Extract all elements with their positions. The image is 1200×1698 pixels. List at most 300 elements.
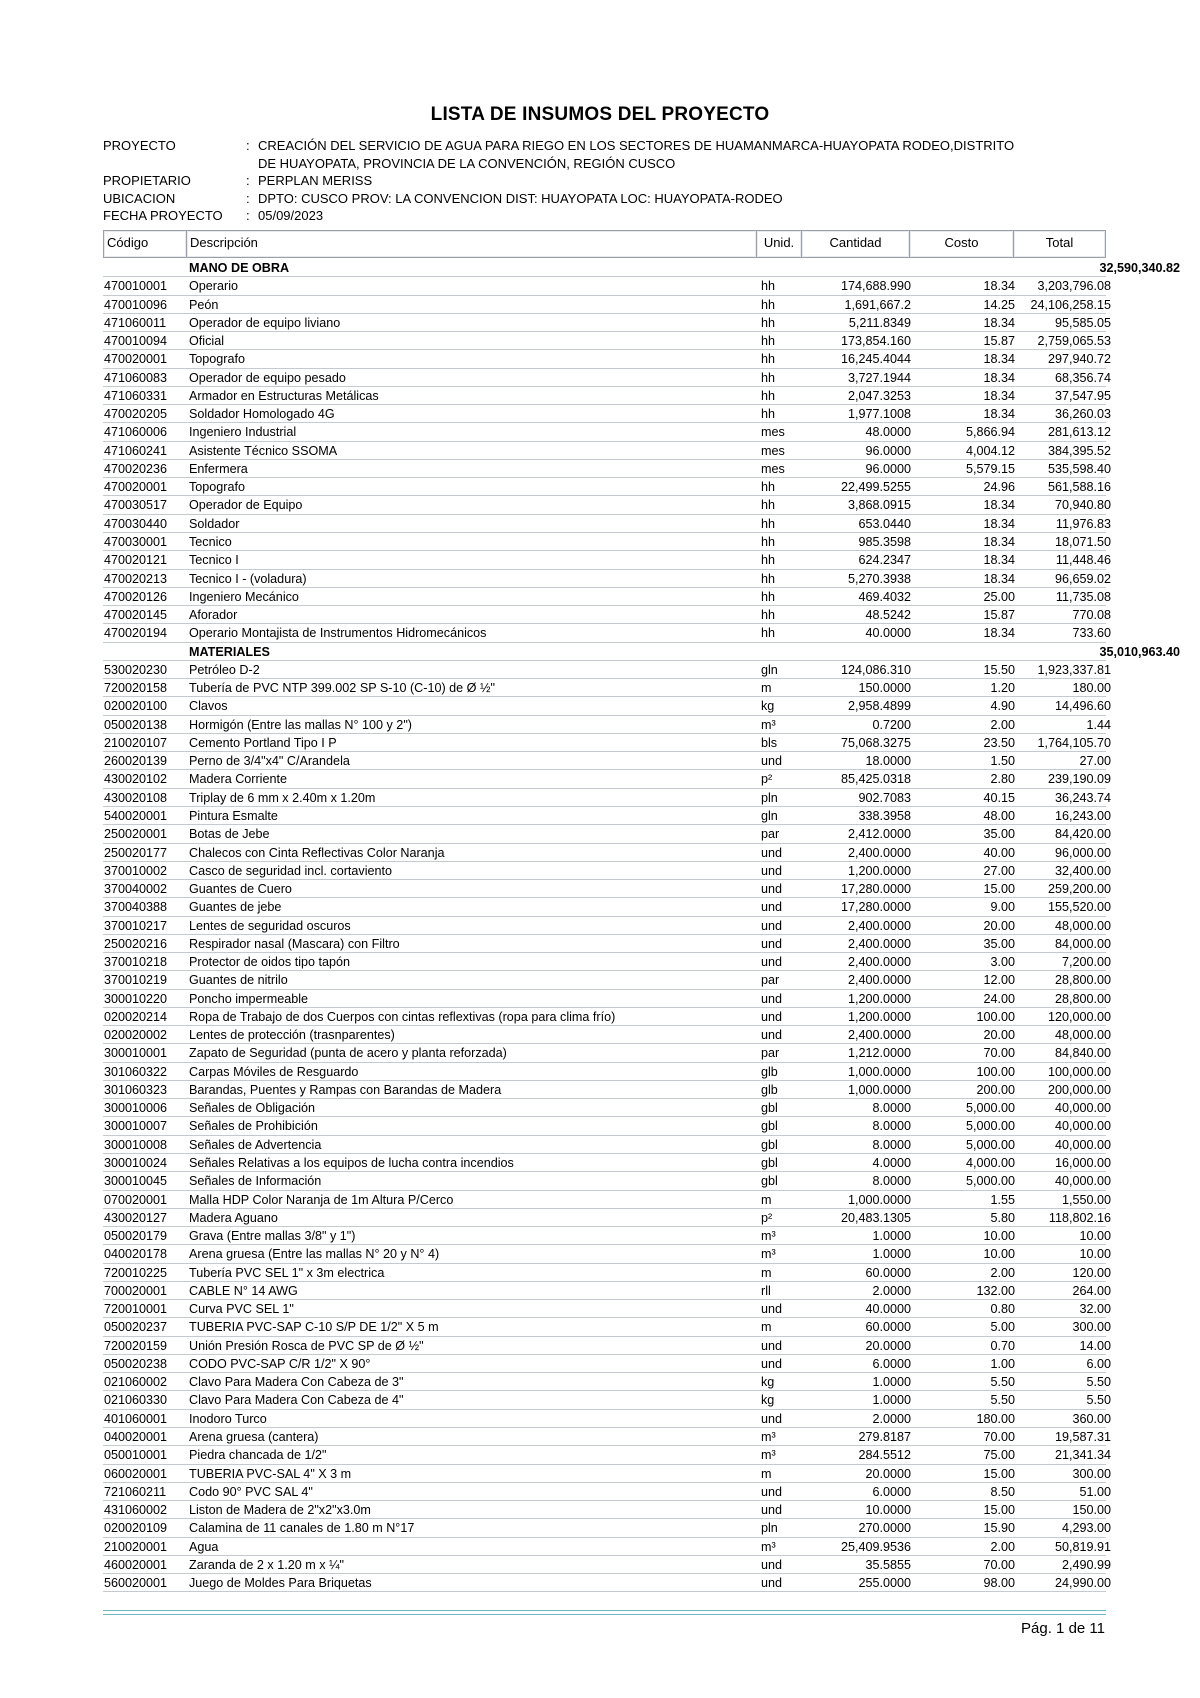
item-total: 84,840.00	[1054, 1046, 1111, 1061]
item-code: 720010001	[104, 1302, 168, 1317]
item-cost: 27.00	[983, 863, 1015, 878]
item-unit: und	[761, 1576, 783, 1591]
table-row	[103, 1191, 1111, 1209]
item-cost: 12.00	[983, 973, 1015, 988]
item-unit: und	[761, 900, 783, 915]
item-cost: 10.00	[983, 1247, 1015, 1262]
table-row	[103, 716, 1111, 734]
item-quantity: 1.0000	[872, 1247, 911, 1262]
item-cost: 2.80	[990, 772, 1015, 787]
item-total: 150.00	[1072, 1503, 1111, 1518]
item-description: Piedra chancada de 1/2"	[189, 1448, 327, 1463]
item-code: 020020109	[104, 1521, 168, 1536]
table-header	[103, 230, 1106, 259]
item-description: Arena gruesa (Entre las mallas N° 20 y N° 4)	[189, 1247, 440, 1262]
item-unit: hh	[761, 388, 776, 403]
item-description: Clavo Para Madera Con Cabeza de 4"	[189, 1393, 404, 1408]
item-description: Operador de equipo liviano	[189, 315, 341, 330]
item-unit: und	[761, 991, 783, 1006]
table-row	[103, 551, 1111, 569]
table-row	[103, 679, 1111, 697]
item-code: 020020214	[104, 1009, 168, 1024]
item-code: 460020001	[104, 1557, 168, 1572]
item-cost: 18.34	[983, 279, 1015, 294]
item-description: Señales de Advertencia	[189, 1137, 322, 1152]
table-row	[103, 917, 1111, 935]
project-info-separator: :	[246, 173, 250, 188]
table-row	[103, 350, 1111, 368]
table-row	[103, 1264, 1111, 1282]
item-total: 180.00	[1072, 681, 1111, 696]
section-row	[103, 259, 1180, 277]
item-total: 32.00	[1079, 1302, 1111, 1317]
column-header-code: Código	[103, 230, 186, 258]
item-code: 370040388	[104, 900, 168, 915]
item-code: 300010008	[104, 1137, 168, 1152]
item-cost: 18.34	[983, 626, 1015, 641]
item-cost: 2.00	[990, 1539, 1015, 1554]
item-unit: m	[761, 681, 772, 696]
item-code: 720020159	[104, 1338, 168, 1353]
item-quantity: 40.0000	[865, 1302, 911, 1317]
item-unit: und	[761, 1356, 783, 1371]
item-description: Arena gruesa (cantera)	[189, 1430, 319, 1444]
item-code: 700020001	[104, 1283, 168, 1298]
item-quantity: 1.0000	[872, 1393, 911, 1408]
item-unit: glb	[761, 1082, 778, 1097]
supplies-table	[103, 259, 1180, 1592]
item-unit: und	[761, 1338, 783, 1353]
item-quantity: 1,691,667.2	[844, 297, 911, 312]
item-total: 6.00	[1086, 1356, 1111, 1371]
item-code: 470020213	[104, 571, 168, 586]
table-row	[103, 296, 1111, 314]
item-unit: und	[761, 863, 783, 878]
item-total: 4,293.00	[1061, 1521, 1111, 1536]
section-title: MATERIALES	[189, 644, 270, 659]
table-row	[103, 1300, 1111, 1318]
item-total: 28,800.00	[1054, 991, 1111, 1006]
item-unit: und	[761, 1009, 783, 1024]
item-quantity: 20.0000	[865, 1338, 911, 1353]
item-total: 733.60	[1072, 626, 1111, 641]
column-header-quantity: Cantidad	[801, 230, 909, 258]
table-row	[103, 533, 1111, 551]
table-row	[103, 369, 1111, 387]
table-row	[103, 442, 1111, 460]
item-quantity: 8.0000	[872, 1174, 911, 1189]
table-row	[103, 807, 1111, 825]
table-row	[103, 1318, 1111, 1336]
item-total: 40,000.00	[1054, 1119, 1111, 1134]
item-cost: 5.50	[990, 1393, 1015, 1408]
item-code: 470010096	[104, 297, 168, 312]
item-unit: und	[761, 955, 783, 970]
item-code: 301060322	[104, 1064, 168, 1079]
item-unit: und	[761, 1503, 783, 1518]
section-row	[103, 643, 1180, 661]
item-quantity: 8.0000	[872, 1101, 911, 1116]
item-unit: glb	[761, 1064, 778, 1079]
item-quantity: 338.3958	[858, 808, 911, 823]
item-description: Zaranda de 2 x 1.20 m x ¼"	[189, 1557, 344, 1572]
table-row	[103, 588, 1111, 606]
item-unit: hh	[761, 534, 776, 549]
item-total: 50,819.91	[1054, 1539, 1111, 1554]
item-unit: gbl	[761, 1156, 778, 1171]
item-quantity: 3,868.0915	[847, 498, 911, 513]
item-quantity: 2,400.0000	[847, 936, 911, 951]
item-cost: 100.00	[976, 1064, 1015, 1079]
item-description: Hormigón (Entre las mallas N° 100 y 2")	[189, 717, 412, 732]
item-description: Grava (Entre mallas 3/8" y 1")	[189, 1229, 356, 1244]
item-cost: 75.00	[983, 1448, 1015, 1463]
item-code: 470010001	[104, 279, 168, 294]
item-quantity: 10.0000	[865, 1503, 911, 1518]
item-total: 10.00	[1079, 1229, 1111, 1244]
item-total: 40,000.00	[1054, 1174, 1111, 1189]
item-quantity: 255.0000	[858, 1576, 911, 1591]
section-code	[103, 259, 187, 276]
item-quantity: 2,400.0000	[847, 955, 911, 970]
table-row	[103, 606, 1111, 624]
item-unit: p²	[761, 772, 773, 787]
item-quantity: 173,854.160	[840, 334, 911, 349]
item-total: 84,420.00	[1054, 827, 1111, 842]
item-quantity: 284.5512	[858, 1448, 911, 1463]
item-code: 050020237	[104, 1320, 168, 1335]
item-code: 020020002	[104, 1028, 168, 1043]
item-cost: 18.34	[983, 352, 1015, 367]
item-description: Zapato de Seguridad (punta de acero y planta reforzada)	[189, 1046, 507, 1061]
column-header-unit: Unid.	[756, 230, 801, 258]
item-cost: 18.34	[983, 534, 1015, 549]
table-row	[103, 1373, 1111, 1391]
item-total: 120,000.00	[1047, 1009, 1111, 1024]
table-row	[103, 734, 1111, 752]
item-cost: 15.00	[983, 1466, 1015, 1481]
item-unit: par	[761, 1046, 780, 1061]
project-info	[103, 137, 1103, 225]
table-row	[103, 1136, 1111, 1154]
item-unit: gln	[761, 808, 778, 823]
table-row	[103, 953, 1111, 971]
item-unit: p²	[761, 1210, 773, 1225]
table-row	[103, 624, 1111, 642]
item-unit: hh	[761, 407, 776, 422]
item-description: Señales Relativas a los equipos de lucha contra incendios	[189, 1156, 514, 1171]
table-row	[103, 515, 1111, 533]
page-number: Pág. 1 de 11	[1021, 1620, 1105, 1637]
table-row	[103, 1044, 1111, 1062]
item-cost: 100.00	[976, 1009, 1015, 1024]
item-cost: 180.00	[976, 1411, 1015, 1426]
item-code: 470020145	[104, 608, 168, 623]
item-quantity: 124,086.310	[840, 662, 911, 677]
item-code: 250020001	[104, 827, 168, 842]
item-code: 721060211	[104, 1484, 167, 1499]
item-quantity: 5,211.8349	[848, 315, 911, 330]
item-total: 155,520.00	[1047, 900, 1111, 915]
project-info-label	[103, 155, 246, 173]
item-unit: gln	[761, 662, 778, 677]
item-quantity: 2,400.0000	[847, 918, 911, 933]
item-cost: 4,000.00	[965, 1156, 1015, 1171]
item-code: 470010094	[104, 334, 168, 349]
item-quantity: 16,245.4044	[840, 352, 911, 367]
item-unit: hh	[761, 626, 776, 641]
item-quantity: 35.5855	[865, 1557, 911, 1572]
table-row	[103, 935, 1111, 953]
item-code: 470030440	[104, 516, 168, 531]
table-row	[103, 1209, 1111, 1227]
item-description: Ropa de Trabajo de dos Cuerpos con cintas reflextivas (ropa para clima frío)	[189, 1009, 616, 1024]
table-row	[103, 1538, 1111, 1556]
item-quantity: 8.0000	[872, 1119, 911, 1134]
item-code: 050020138	[104, 717, 168, 732]
item-unit: gbl	[761, 1119, 778, 1134]
table-row	[103, 697, 1111, 715]
item-cost: 40.00	[983, 845, 1015, 860]
item-total: 48,000.00	[1054, 918, 1111, 933]
item-cost: 0.80	[990, 1302, 1015, 1317]
item-cost: 23.50	[983, 735, 1015, 750]
item-code: 250020177	[104, 845, 168, 860]
table-row	[103, 332, 1111, 350]
item-description: Clavo Para Madera Con Cabeza de 3"	[189, 1375, 404, 1390]
item-quantity: 25,409.9536	[840, 1539, 911, 1554]
item-description: Barandas, Puentes y Rampas con Barandas de Madera	[189, 1082, 502, 1097]
table-row	[103, 862, 1111, 880]
table-row	[103, 1099, 1111, 1117]
item-code: 720020158	[104, 681, 168, 696]
item-code: 370010217	[104, 918, 168, 933]
item-description: Operador de equipo pesado	[189, 370, 346, 385]
item-cost: 15.50	[983, 662, 1015, 677]
item-quantity: 5,270.3938	[847, 571, 911, 586]
item-total: 36,260.03	[1054, 407, 1111, 422]
item-description: Lentes de protección (trasnparentes)	[189, 1028, 395, 1043]
item-cost: 35.00	[983, 827, 1015, 842]
item-total: 37,547.95	[1054, 388, 1111, 403]
item-code: 370010218	[104, 955, 168, 970]
item-unit: par	[761, 827, 780, 842]
table-row	[103, 1172, 1111, 1190]
item-unit: hh	[761, 334, 776, 349]
item-unit: und	[761, 1302, 783, 1317]
item-description: Tecnico I - (voladura)	[189, 571, 307, 586]
item-unit: hh	[761, 297, 776, 312]
item-total: 36,243.74	[1054, 790, 1111, 805]
table-row	[103, 1245, 1111, 1263]
item-quantity: 1,200.0000	[847, 991, 911, 1006]
item-total: 1.44	[1086, 717, 1111, 732]
item-cost: 20.00	[983, 1028, 1015, 1043]
table-row	[103, 898, 1111, 916]
project-info-label: UBICACION	[103, 190, 176, 206]
item-code: 300010007	[104, 1119, 168, 1134]
item-total: 96,000.00	[1054, 845, 1111, 860]
item-unit: hh	[761, 279, 776, 294]
item-unit: gbl	[761, 1137, 778, 1152]
item-total: 300.00	[1072, 1320, 1111, 1335]
table-row	[103, 1446, 1111, 1464]
item-quantity: 2.0000	[872, 1411, 911, 1426]
item-code: 470020126	[104, 589, 168, 604]
table-row	[103, 1227, 1111, 1245]
item-quantity: 60.0000	[865, 1265, 911, 1280]
item-description: CODO PVC-SAP C/R 1/2" X 90°	[189, 1356, 371, 1371]
item-cost: 25.00	[983, 589, 1015, 604]
item-quantity: 2,400.0000	[847, 845, 911, 860]
item-quantity: 1,000.0000	[847, 1064, 911, 1079]
item-cost: 70.00	[983, 1430, 1015, 1444]
item-unit: und	[761, 1411, 783, 1426]
table-row	[103, 1483, 1111, 1501]
item-code: 370010219	[104, 973, 168, 988]
item-quantity: 1,000.0000	[847, 1082, 911, 1097]
item-total: 32,400.00	[1054, 863, 1111, 878]
footer-divider	[103, 1610, 1106, 1615]
item-unit: gbl	[761, 1101, 778, 1116]
item-description: Perno de 3/4"x4" C/Arandela	[189, 754, 350, 769]
item-code: 430020127	[104, 1210, 168, 1225]
item-cost: 18.34	[983, 498, 1015, 513]
item-cost: 5.50	[990, 1375, 1015, 1390]
project-info-label: PROYECTO	[103, 138, 176, 153]
project-info-row	[103, 172, 1103, 190]
item-cost: 70.00	[983, 1046, 1015, 1061]
project-info-separator: :	[246, 138, 250, 153]
item-code: 471060006	[104, 425, 168, 440]
item-description: Poncho impermeable	[189, 991, 309, 1006]
item-total: 120.00	[1072, 1265, 1111, 1280]
item-code: 370010002	[104, 863, 168, 878]
table-row	[103, 1008, 1111, 1026]
item-unit: hh	[761, 516, 776, 531]
item-quantity: 2,047.3253	[847, 388, 911, 403]
item-total: 5.50	[1086, 1393, 1111, 1408]
item-description: Protector de oidos tipo tapón	[189, 955, 351, 970]
item-quantity: 270.0000	[858, 1521, 911, 1536]
item-cost: 18.34	[983, 315, 1015, 330]
item-total: 84,000.00	[1054, 936, 1111, 951]
item-code: 060020001	[104, 1466, 168, 1481]
item-total: 10.00	[1079, 1247, 1111, 1262]
item-code: 470020205	[104, 407, 168, 422]
item-unit: gbl	[761, 1174, 778, 1189]
item-total: 239,190.09	[1047, 772, 1111, 787]
item-description: Curva PVC SEL 1"	[189, 1302, 294, 1317]
table-row	[103, 661, 1111, 679]
item-quantity: 174,688.990	[840, 279, 911, 294]
item-cost: 8.50	[990, 1484, 1015, 1499]
project-info-separator: :	[246, 190, 250, 206]
item-quantity: 75,068.3275	[840, 735, 911, 750]
table-row	[103, 405, 1111, 423]
item-unit: und	[761, 936, 783, 951]
item-cost: 1.55	[990, 1192, 1015, 1207]
item-cost: 15.90	[983, 1521, 1015, 1536]
item-quantity: 8.0000	[872, 1137, 911, 1152]
item-code: 070020001	[104, 1192, 168, 1207]
item-description: Armador en Estructuras Metálicas	[189, 388, 379, 403]
item-cost: 5.00	[990, 1320, 1015, 1335]
item-description: Agua	[189, 1539, 219, 1554]
item-total: 21,341.34	[1054, 1448, 1111, 1463]
item-description: Tubería de PVC NTP 399.002 SP S-10 (C-10) de Ø ½"	[189, 681, 495, 696]
item-cost: 132.00	[976, 1283, 1015, 1298]
item-description: Casco de seguridad incl. cortaviento	[189, 863, 393, 878]
item-code: 020020100	[104, 699, 168, 714]
item-quantity: 40.0000	[865, 626, 911, 641]
item-quantity: 2,958.4899	[847, 699, 911, 714]
item-description: Clavos	[189, 699, 228, 714]
item-code: 370040002	[104, 882, 168, 897]
item-description: Enfermera	[189, 461, 248, 476]
item-unit: und	[761, 845, 783, 860]
item-quantity: 20.0000	[865, 1466, 911, 1481]
table-row	[103, 990, 1111, 1008]
item-quantity: 1,000.0000	[847, 1192, 911, 1207]
project-info-row	[103, 190, 1103, 208]
item-code: 430020102	[104, 772, 168, 787]
table-row	[103, 1154, 1111, 1172]
item-quantity: 985.3598	[858, 534, 911, 549]
project-info-value: 05/09/2023	[258, 208, 324, 223]
item-quantity: 0.7200	[872, 717, 911, 732]
item-total: 95,585.05	[1054, 315, 1111, 330]
item-description: Triplay de 6 mm x 2.40m x 1.20m	[189, 790, 376, 805]
item-description: Ingeniero Industrial	[189, 425, 297, 440]
table-row	[103, 277, 1111, 295]
table-row	[103, 1465, 1111, 1483]
item-total: 360.00	[1072, 1411, 1111, 1426]
table-row	[103, 971, 1111, 989]
item-unit: hh	[761, 589, 776, 604]
item-total: 297,940.72	[1047, 352, 1111, 367]
item-cost: 5,000.00	[965, 1101, 1015, 1116]
item-description: Malla HDP Color Naranja de 1m Altura P/Cerco	[189, 1192, 454, 1207]
item-total: 264.00	[1072, 1283, 1111, 1298]
item-unit: hh	[761, 370, 776, 385]
item-unit: m³	[761, 1430, 776, 1444]
item-unit: hh	[761, 315, 776, 330]
table-row	[103, 423, 1111, 441]
item-total: 2,759,065.53	[1037, 334, 1111, 349]
item-quantity: 1,212.0000	[847, 1046, 911, 1061]
column-header-cost: Costo	[909, 230, 1013, 258]
item-total: 28,800.00	[1054, 973, 1111, 988]
item-cost: 15.00	[983, 882, 1015, 897]
item-description: Ingeniero Mecánico	[189, 589, 299, 604]
item-description: Operador de Equipo	[189, 498, 303, 513]
item-total: 3,203,796.08	[1037, 279, 1111, 294]
item-description: Señales de Obligación	[189, 1101, 316, 1116]
item-quantity: 3,727.1944	[847, 370, 911, 385]
item-unit: hh	[761, 553, 776, 568]
item-cost: 18.34	[983, 388, 1015, 403]
project-info-row	[103, 155, 1103, 173]
item-description: Guantes de Cuero	[189, 882, 292, 897]
item-total: 535,598.40	[1047, 461, 1111, 476]
item-total: 7,200.00	[1061, 955, 1111, 970]
item-description: Asistente Técnico SSOMA	[189, 443, 338, 458]
item-code: 210020107	[104, 735, 168, 750]
item-cost: 1.50	[990, 754, 1015, 769]
item-total: 5.50	[1086, 1375, 1111, 1390]
item-unit: m	[761, 1192, 772, 1207]
